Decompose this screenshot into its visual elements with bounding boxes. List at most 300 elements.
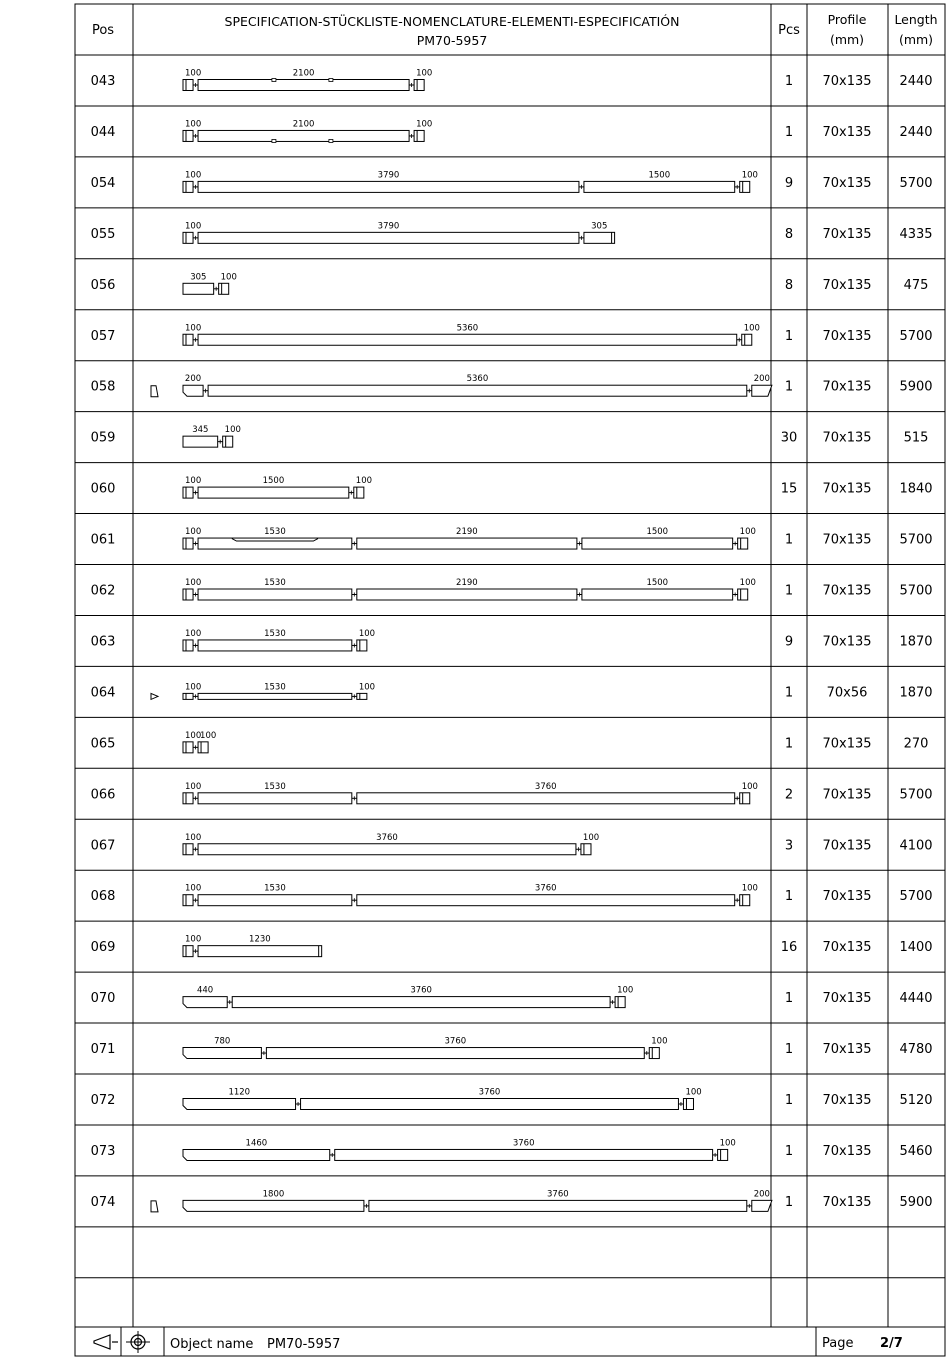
row-length: 1870 bbox=[899, 685, 933, 701]
end-profile-icon bbox=[151, 1201, 158, 1212]
row-length: 5700 bbox=[899, 175, 933, 191]
row-length: 5700 bbox=[899, 787, 933, 803]
dimension-label: 1500 bbox=[646, 527, 669, 538]
row-pcs: 1 bbox=[784, 1093, 794, 1108]
member-segment bbox=[357, 589, 577, 600]
dimension-label: 2190 bbox=[456, 578, 478, 588]
member-segment bbox=[649, 1048, 659, 1059]
member-segment bbox=[223, 436, 233, 447]
row-pos: 072 bbox=[90, 1093, 116, 1108]
member-segment bbox=[219, 283, 229, 294]
member-drawing bbox=[183, 283, 229, 294]
member-segment bbox=[584, 181, 735, 192]
row-pos: 066 bbox=[90, 787, 116, 803]
member-segment bbox=[183, 1048, 261, 1059]
member-segment bbox=[414, 130, 424, 141]
dimension-label: 100 bbox=[200, 730, 217, 741]
member-segment bbox=[584, 232, 615, 243]
member-drawing bbox=[183, 436, 233, 447]
row-pos: 064 bbox=[90, 685, 116, 701]
member-drawing bbox=[183, 1048, 659, 1059]
dimension-label: 1230 bbox=[249, 934, 271, 945]
dimension-label: 100 bbox=[617, 985, 634, 996]
row-length: 5900 bbox=[899, 379, 933, 395]
row-pcs: 1 bbox=[784, 1143, 794, 1159]
table-row bbox=[91, 986, 933, 1008]
member-drawing bbox=[183, 844, 591, 855]
member-drawing bbox=[183, 487, 364, 498]
row-profile: 70x135 bbox=[822, 74, 872, 89]
row-pcs: 1 bbox=[784, 379, 794, 395]
dimension-label: 1530 bbox=[264, 682, 286, 693]
row-profile: 70x135 bbox=[822, 787, 872, 803]
row-profile: 70x135 bbox=[822, 430, 872, 446]
table-row bbox=[91, 119, 933, 142]
dimension-label: 3790 bbox=[377, 221, 400, 232]
row-length: 5900 bbox=[899, 1194, 933, 1210]
table-row bbox=[91, 833, 933, 855]
row-pcs: 3 bbox=[784, 838, 794, 854]
row-length: 2440 bbox=[899, 124, 933, 140]
row-profile: 70x135 bbox=[822, 634, 872, 650]
dimension-label: 100 bbox=[185, 578, 202, 588]
dimension-label: 100 bbox=[355, 476, 373, 487]
member-segment bbox=[335, 1149, 713, 1160]
member-segment bbox=[357, 895, 735, 906]
dimension-label: 3760 bbox=[534, 781, 557, 792]
table-row bbox=[91, 323, 933, 345]
row-pcs: 1 bbox=[784, 328, 794, 344]
row-pos: 067 bbox=[90, 838, 116, 854]
dimension-label: 100 bbox=[185, 476, 202, 487]
dimension-label: 780 bbox=[214, 1036, 231, 1047]
member-segment bbox=[183, 742, 193, 753]
member-segment bbox=[718, 1149, 728, 1160]
row-pos: 068 bbox=[90, 889, 116, 905]
dimension-label: 100 bbox=[741, 170, 758, 181]
dimension-label: 2100 bbox=[292, 119, 315, 130]
table-row bbox=[91, 170, 933, 192]
member-segment bbox=[183, 895, 193, 906]
member-drawing bbox=[183, 538, 748, 549]
row-profile: 70x135 bbox=[822, 226, 872, 242]
row-pcs: 1 bbox=[784, 124, 794, 140]
member-segment bbox=[183, 997, 227, 1008]
dimension-label: 1530 bbox=[264, 781, 286, 792]
dimension-label: 100 bbox=[185, 730, 202, 741]
row-pos: 061 bbox=[90, 532, 116, 548]
row-pcs: 1 bbox=[784, 1194, 794, 1210]
crosshair-icon bbox=[126, 1331, 150, 1353]
page-number: 2/7 bbox=[880, 1336, 903, 1351]
table-row bbox=[91, 782, 933, 804]
table-row bbox=[91, 682, 933, 700]
row-pos: 056 bbox=[90, 277, 116, 293]
dimension-label: 345 bbox=[192, 425, 209, 436]
row-length: 5700 bbox=[899, 532, 933, 548]
member-segment bbox=[357, 693, 367, 699]
member-segment bbox=[740, 793, 750, 804]
row-pos: 043 bbox=[90, 74, 116, 89]
member-segment bbox=[198, 844, 576, 855]
table-row bbox=[91, 221, 933, 243]
member-segment bbox=[183, 385, 203, 396]
table-row bbox=[91, 374, 933, 397]
member-segment bbox=[183, 1200, 364, 1211]
row-profile: 70x135 bbox=[822, 379, 872, 395]
table-row bbox=[91, 69, 933, 91]
dimension-label: 3760 bbox=[534, 883, 557, 894]
dimension-label: 3760 bbox=[478, 1087, 501, 1098]
member-segment bbox=[183, 693, 193, 699]
member-segment bbox=[183, 844, 193, 855]
table-row bbox=[91, 476, 933, 498]
member-segment bbox=[198, 79, 409, 91]
dimension-label: 100 bbox=[741, 781, 758, 792]
member-drawing bbox=[183, 232, 615, 243]
table-header bbox=[92, 12, 938, 48]
row-pcs: 9 bbox=[784, 175, 794, 191]
row-profile: 70x135 bbox=[822, 481, 872, 497]
member-segment bbox=[738, 538, 748, 549]
row-pos: 071 bbox=[90, 1042, 116, 1058]
dimension-label: 1500 bbox=[646, 578, 669, 588]
dimension-label: 100 bbox=[185, 119, 202, 130]
member-segment bbox=[357, 538, 577, 549]
member-segment bbox=[183, 640, 193, 651]
row-length: 5700 bbox=[899, 583, 933, 599]
row-profile: 70x135 bbox=[822, 838, 872, 854]
member-segment bbox=[301, 1099, 679, 1110]
dimension-label: 100 bbox=[416, 68, 433, 79]
row-profile: 70x135 bbox=[822, 889, 872, 905]
row-pos: 058 bbox=[90, 379, 116, 395]
dimension-label: 100 bbox=[185, 832, 202, 843]
dimension-label: 5360 bbox=[456, 323, 479, 334]
member-segment bbox=[198, 130, 409, 142]
row-pos: 074 bbox=[90, 1194, 116, 1210]
row-pos: 065 bbox=[90, 736, 116, 752]
row-pos: 060 bbox=[90, 481, 116, 497]
row-length: 4335 bbox=[899, 226, 933, 242]
row-pcs: 1 bbox=[784, 74, 794, 89]
row-length: 5460 bbox=[899, 1143, 933, 1159]
dimension-label: 100 bbox=[185, 628, 202, 639]
row-length: 4100 bbox=[899, 838, 933, 854]
row-length: 2440 bbox=[899, 74, 933, 89]
row-profile: 70x135 bbox=[822, 991, 872, 1007]
dimension-label: 100 bbox=[185, 682, 202, 693]
end-profile-icon bbox=[151, 386, 158, 397]
dimension-label: 100 bbox=[185, 68, 202, 79]
object-name-label: Object name bbox=[170, 1337, 254, 1352]
row-pcs: 16 bbox=[780, 940, 798, 956]
member-segment bbox=[582, 538, 733, 549]
dimension-label: 1530 bbox=[264, 527, 286, 538]
member-segment bbox=[354, 487, 364, 498]
member-segment bbox=[740, 181, 750, 192]
row-pcs: 30 bbox=[780, 430, 798, 446]
dimension-label: 100 bbox=[185, 221, 202, 232]
dimension-label: 5360 bbox=[466, 374, 489, 385]
dimension-label: 100 bbox=[651, 1036, 668, 1047]
dimension-label: 100 bbox=[358, 682, 376, 693]
row-profile: 70x135 bbox=[822, 1194, 872, 1210]
table-row bbox=[91, 425, 929, 447]
member-segment bbox=[183, 334, 193, 345]
row-length: 1400 bbox=[899, 940, 933, 956]
dimension-label: 1800 bbox=[262, 1189, 285, 1200]
member-drawing bbox=[183, 693, 367, 699]
dimension-label: 200 bbox=[184, 374, 202, 385]
row-pos: 070 bbox=[90, 991, 116, 1007]
member-drawing bbox=[183, 1149, 728, 1160]
dimension-label: 1460 bbox=[245, 1138, 268, 1149]
member-segment bbox=[198, 538, 352, 549]
dimension-label: 305 bbox=[591, 221, 608, 232]
member-drawing bbox=[183, 79, 424, 91]
header-subtitle: PM70-5957 bbox=[416, 33, 488, 48]
row-pcs: 1 bbox=[784, 736, 794, 752]
member-segment bbox=[232, 997, 610, 1008]
row-pcs: 9 bbox=[784, 634, 794, 650]
row-pcs: 8 bbox=[784, 277, 794, 293]
row-profile: 70x135 bbox=[822, 124, 872, 140]
dimension-label: 100 bbox=[739, 578, 756, 588]
header-profile: Profile bbox=[827, 12, 867, 27]
member-segment bbox=[740, 895, 750, 906]
row-pos: 054 bbox=[90, 175, 116, 191]
projection-icon bbox=[94, 1335, 118, 1349]
dimension-label: 100 bbox=[185, 934, 202, 945]
row-profile: 70x135 bbox=[822, 583, 872, 599]
dimension-label: 100 bbox=[685, 1087, 702, 1098]
dimension-label: 100 bbox=[185, 883, 202, 894]
member-segment bbox=[582, 589, 733, 600]
table-row bbox=[91, 578, 933, 600]
table-row bbox=[91, 272, 929, 294]
header-pcs: Pcs bbox=[778, 23, 800, 38]
row-pcs: 1 bbox=[784, 532, 794, 548]
member-segment bbox=[183, 589, 193, 600]
member-segment bbox=[208, 385, 747, 396]
member-drawing bbox=[183, 742, 208, 753]
member-segment bbox=[198, 693, 352, 699]
dimension-label: 100 bbox=[719, 1138, 736, 1149]
dimension-label: 100 bbox=[185, 781, 202, 792]
header-length: Length bbox=[894, 12, 938, 27]
table-row bbox=[91, 1138, 933, 1160]
member-drawing bbox=[183, 1200, 772, 1211]
dimension-label: 1500 bbox=[262, 476, 285, 487]
row-pcs: 1 bbox=[784, 991, 794, 1007]
row-length: 270 bbox=[903, 736, 929, 752]
member-segment bbox=[738, 589, 748, 600]
member-drawing bbox=[183, 130, 424, 142]
member-segment bbox=[198, 232, 579, 243]
member-segment bbox=[183, 283, 214, 294]
member-segment bbox=[198, 334, 737, 345]
dimension-label: 3760 bbox=[512, 1138, 535, 1149]
end-profile-icon bbox=[151, 693, 158, 699]
member-segment bbox=[198, 742, 208, 753]
row-length: 515 bbox=[903, 430, 929, 446]
row-pos: 057 bbox=[90, 328, 116, 344]
member-segment bbox=[183, 1149, 330, 1160]
dimension-label: 100 bbox=[185, 527, 202, 538]
dimension-label: 100 bbox=[220, 272, 237, 283]
title-block bbox=[94, 1331, 903, 1353]
member-drawing bbox=[183, 181, 750, 192]
dimension-label: 100 bbox=[416, 119, 433, 130]
header-profile-unit: (mm) bbox=[829, 32, 865, 47]
dimension-label: 1120 bbox=[228, 1087, 251, 1098]
row-pos: 055 bbox=[90, 226, 116, 242]
member-segment bbox=[198, 487, 349, 498]
member-segment bbox=[683, 1099, 693, 1110]
row-pos: 063 bbox=[90, 634, 116, 650]
dimension-label: 100 bbox=[743, 323, 760, 334]
member-segment bbox=[198, 793, 352, 804]
member-segment bbox=[581, 844, 591, 855]
page-label: Page bbox=[822, 1336, 854, 1351]
row-length: 1840 bbox=[899, 481, 933, 497]
row-pcs: 1 bbox=[784, 583, 794, 599]
dimension-label: 3790 bbox=[377, 170, 400, 181]
dimension-label: 3760 bbox=[444, 1036, 467, 1047]
row-pcs: 1 bbox=[784, 1042, 794, 1058]
member-segment bbox=[183, 1099, 296, 1110]
dimension-label: 305 bbox=[190, 272, 207, 283]
header-length-unit: (mm) bbox=[898, 32, 934, 47]
member-drawing bbox=[183, 1099, 693, 1110]
dimension-label: 100 bbox=[224, 425, 241, 436]
member-drawing bbox=[183, 793, 750, 804]
member-segment bbox=[183, 946, 193, 957]
member-drawing bbox=[183, 385, 772, 396]
member-segment bbox=[198, 640, 352, 651]
row-profile: 70x135 bbox=[822, 532, 872, 548]
row-pcs: 1 bbox=[784, 685, 794, 701]
row-length: 1870 bbox=[899, 634, 933, 650]
member-segment bbox=[266, 1048, 644, 1059]
row-pcs: 2 bbox=[784, 787, 794, 803]
member-segment bbox=[198, 589, 352, 600]
dimension-label: 100 bbox=[185, 323, 202, 334]
member-segment bbox=[369, 1200, 747, 1211]
member-segment bbox=[742, 334, 752, 345]
row-pcs: 8 bbox=[784, 226, 794, 242]
table-row bbox=[91, 884, 933, 906]
row-profile: 70x135 bbox=[822, 328, 872, 344]
dimension-label: 3760 bbox=[410, 985, 432, 996]
table-body bbox=[91, 69, 933, 1212]
dimension-label: 1500 bbox=[648, 170, 671, 181]
row-pos: 059 bbox=[90, 430, 116, 446]
dimension-label: 3760 bbox=[376, 832, 398, 843]
dimension-label: 1530 bbox=[264, 628, 286, 639]
member-drawing bbox=[183, 946, 322, 957]
member-segment bbox=[198, 181, 579, 192]
dimension-label: 2190 bbox=[456, 527, 478, 538]
row-length: 475 bbox=[903, 277, 929, 293]
header-title: SPECIFICATION-STÜCKLISTE-NOMENCLATURE-ELEMENTI-ESPECIFICATIÓN bbox=[224, 14, 680, 29]
member-segment bbox=[183, 181, 193, 192]
row-pos: 062 bbox=[90, 583, 116, 599]
table-row bbox=[91, 935, 933, 957]
dimension-label: 1530 bbox=[264, 883, 286, 894]
dimension-label: 100 bbox=[741, 883, 758, 894]
row-profile: 70x56 bbox=[826, 685, 868, 701]
row-pos: 044 bbox=[90, 124, 116, 140]
member-segment bbox=[752, 1200, 772, 1211]
member-segment bbox=[198, 895, 352, 906]
member-drawing bbox=[183, 589, 748, 600]
row-pos: 069 bbox=[90, 940, 116, 956]
dimension-label: 200 bbox=[753, 374, 770, 385]
object-name-value: PM70-5957 bbox=[267, 1337, 341, 1352]
member-segment bbox=[183, 232, 193, 243]
row-length: 5700 bbox=[899, 889, 933, 905]
dimension-label: 440 bbox=[196, 985, 214, 996]
dimension-label: 100 bbox=[582, 832, 600, 843]
table-row bbox=[91, 1189, 933, 1212]
row-profile: 70x135 bbox=[822, 940, 872, 956]
member-segment bbox=[615, 997, 625, 1008]
dimension-label: 100 bbox=[358, 628, 376, 639]
member-segment bbox=[183, 538, 193, 549]
row-profile: 70x135 bbox=[822, 277, 872, 293]
member-segment bbox=[183, 130, 193, 141]
row-profile: 70x135 bbox=[822, 1093, 872, 1108]
member-segment bbox=[183, 793, 193, 804]
member-drawing bbox=[183, 997, 625, 1008]
member-segment bbox=[414, 80, 424, 91]
row-length: 4440 bbox=[899, 991, 933, 1007]
row-profile: 70x135 bbox=[822, 1042, 872, 1058]
row-profile: 70x135 bbox=[822, 736, 872, 752]
row-length: 4780 bbox=[899, 1042, 933, 1058]
dimension-label: 2100 bbox=[292, 68, 315, 79]
row-pcs: 15 bbox=[780, 481, 798, 497]
member-segment bbox=[183, 487, 193, 498]
row-profile: 70x135 bbox=[822, 1143, 872, 1159]
member-segment bbox=[198, 946, 322, 957]
table-row bbox=[91, 629, 933, 651]
dimension-label: 3760 bbox=[547, 1189, 569, 1200]
member-segment bbox=[183, 436, 218, 447]
member-drawing bbox=[183, 640, 367, 651]
row-length: 5120 bbox=[899, 1093, 933, 1108]
dimension-label: 100 bbox=[185, 170, 202, 181]
member-drawing bbox=[183, 895, 750, 906]
member-drawing bbox=[183, 334, 752, 345]
member-segment bbox=[357, 640, 367, 651]
row-pos: 073 bbox=[90, 1143, 116, 1159]
member-segment bbox=[357, 793, 735, 804]
member-segment bbox=[183, 80, 193, 91]
row-length: 5700 bbox=[899, 328, 933, 344]
member-segment bbox=[752, 385, 772, 396]
table-row bbox=[91, 527, 933, 549]
row-pcs: 1 bbox=[784, 889, 794, 905]
dimension-label: 100 bbox=[739, 527, 756, 538]
table-row bbox=[91, 1088, 933, 1110]
dimension-label: 200 bbox=[753, 1189, 770, 1200]
table-row bbox=[91, 1037, 933, 1059]
table-row bbox=[91, 731, 929, 753]
row-profile: 70x135 bbox=[822, 175, 872, 191]
